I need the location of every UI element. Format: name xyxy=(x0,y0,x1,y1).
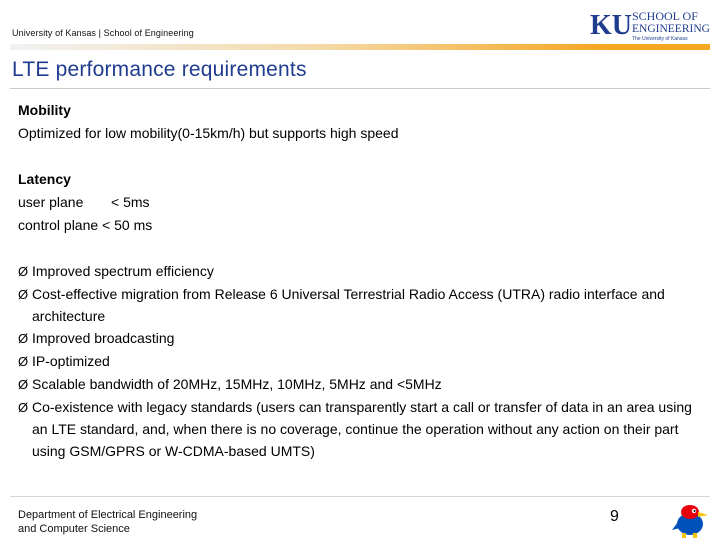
bullet-arrow-icon: Ø xyxy=(18,377,29,392)
bullet-arrow-icon: Ø xyxy=(18,400,29,415)
footer-department xyxy=(18,508,197,536)
header-gradient-rule xyxy=(10,44,710,50)
bullet-text: Improved spectrum efficiency xyxy=(32,263,214,279)
bullet-arrow-icon: Ø xyxy=(18,287,29,302)
bullet-arrow-icon: Ø xyxy=(18,331,29,346)
latency-user-value: < 5ms xyxy=(111,194,150,210)
page-number: 9 xyxy=(610,508,619,525)
header-org-text: University of Kansas | School of Engineering xyxy=(12,28,194,38)
bullet-item xyxy=(18,373,718,396)
logo-subtitle: The University of Kansas xyxy=(632,36,688,42)
bullet-text: IP-optimized xyxy=(32,353,110,369)
bullet-text: Cost-effective migration from Release 6 Universal Terrestrial Radio Access (UTRA) radio interface and architecture xyxy=(32,286,665,324)
bullet-item xyxy=(18,283,718,327)
bullet-arrow-icon: Ø xyxy=(18,264,29,279)
mobility-text: Optimized for low mobility(0-15km/h) but supports high speed xyxy=(18,125,399,141)
bullet-item xyxy=(18,327,718,350)
bullet-text: Co-existence with legacy standards (users can transparently start a call or transfer of data in an area using an LTE standard, and, when there is no coverage, continue the operation without any action on their part using GSM/GPRS or W-CDMA-based UMTS) xyxy=(32,399,692,459)
latency-heading: Latency xyxy=(18,171,71,187)
jayhawk-mascot-icon xyxy=(668,500,710,538)
title-divider xyxy=(10,88,710,89)
logo-ku-letters: KU xyxy=(590,10,632,41)
bullet-text: Improved broadcasting xyxy=(32,330,175,346)
bullet-item xyxy=(18,396,718,462)
logo-line1: SCHOOL OF xyxy=(632,9,698,23)
logo-line2: ENGINEERING xyxy=(632,23,710,35)
latency-control-plane: control plane < 50 ms xyxy=(18,217,153,233)
latency-user-label: user plane xyxy=(18,194,84,210)
mobility-heading: Mobility xyxy=(18,102,71,118)
bullet-arrow-icon: Ø xyxy=(18,354,29,369)
bullet-item xyxy=(18,260,718,283)
bullet-text: Scalable bandwidth of 20MHz, 15MHz, 10MHz, 5MHz and <5MHz xyxy=(32,376,442,392)
slide-body xyxy=(18,99,718,462)
footer-divider xyxy=(10,496,710,497)
slide-title: LTE performance requirements xyxy=(12,58,307,81)
bullet-item xyxy=(18,350,718,373)
ku-engineering-logo xyxy=(590,8,715,42)
latency-user-plane xyxy=(18,191,718,214)
footer-dept-line1: Department of Electrical Engineering xyxy=(18,509,198,521)
footer-dept-line2: and Computer Science xyxy=(18,523,130,535)
